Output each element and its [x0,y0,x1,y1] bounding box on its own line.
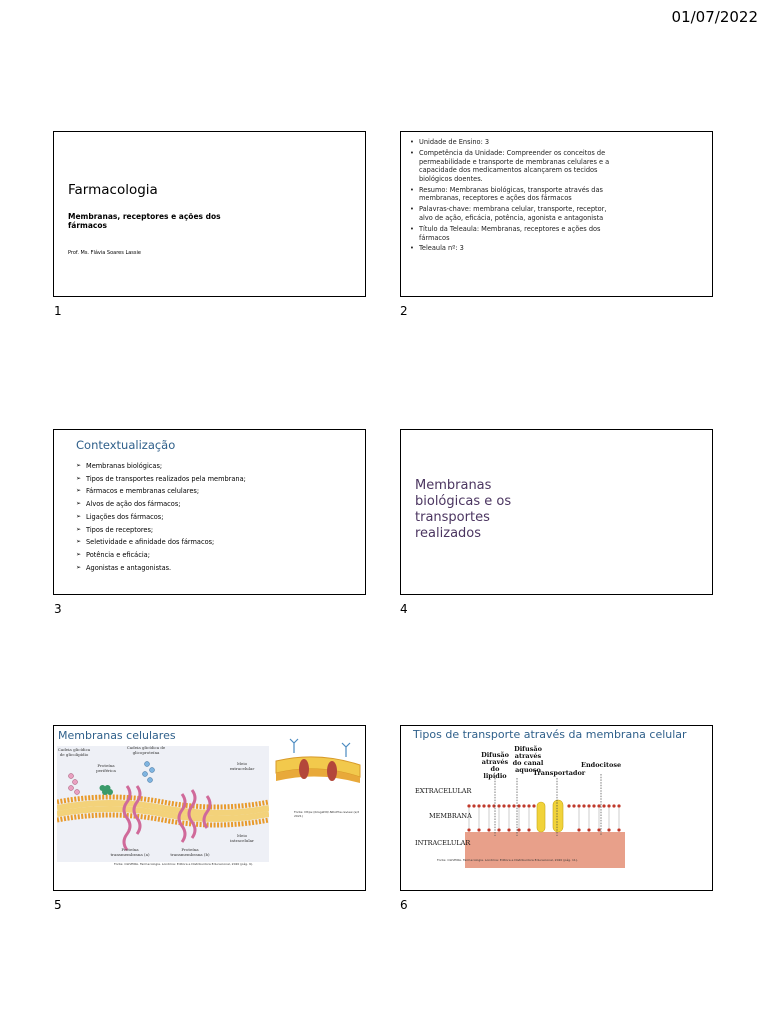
slide-title: Farmacologia [68,182,158,198]
list-item: ➢ Tipos de receptores; [76,524,246,537]
figure-label: EXTRACELULAR [415,787,472,795]
slide-title: Membranas biológicas e os transportes realizados [415,478,512,541]
list-item: ➢ Seletividade e afinidade dos fármacos; [76,536,246,549]
list-item: • Título da Teleaula: Membranas, receptores e ações dos fármacos [407,225,622,242]
glycolipid-chain [69,774,80,795]
figure-label: Difusão através do lipídio [481,751,509,780]
glycoprotein-chain [143,762,155,783]
topic-list [76,460,246,574]
figure-label: Proteína periférica [96,763,116,773]
slide-number: 6 [400,898,408,912]
peripheral-protein [100,785,114,795]
slide-3 [53,429,366,595]
list-item: • Resumo: Membranas biológicas, transporte através das membranas, receptores e ações dos fármacos [407,186,622,203]
list-item: ➢ Ligações dos fármacos; [76,511,246,524]
list-item: ➢ Potência e eficácia; [76,549,246,562]
list-item: • Unidade de Ensino: 3 [407,138,622,147]
slide-number: 3 [54,602,62,616]
slide-number: 1 [54,304,62,318]
list-item: • Palavras-chave: membrana celular, transporte, receptor, alvo de ação, eficácia, potência, agonista e antagonista [407,205,622,222]
transporter-proteins [537,800,563,832]
bullet-list [407,138,622,255]
figure-label: MEMBRANA [429,812,472,820]
figure-label: Cadeia glicídica de glicoproteína [126,745,166,755]
list-item: ➢ Fármacos e membranas celulares; [76,485,246,498]
slide-subtitle: Membranas, receptores e ações dos fármacos [68,212,221,230]
document-date: 01/07/2022 [671,8,758,26]
slide-author: Prof. Ms. Flávia Soares Lassie [68,250,141,256]
membrane-3d-illustration [274,731,362,809]
figure-label: Difusão através do canal aquoso [512,745,544,774]
figure-label: Meio intracelular [230,833,254,843]
transport-figure [415,744,627,868]
figure-source: Fonte: OLIVEIRA. Farmacologia. Londrina: Editora e Distribuidora Educacional, 2020 (pág. 11). [437,858,578,862]
list-item: • Teleaula nº: 3 [407,244,622,253]
slide-title: Contextualização [76,438,176,452]
figure-label: Proteína transmembrana (b) [170,847,210,857]
figure-label: Meio extracelular [229,761,255,771]
list-item: ➢ Agonistas e antagonistas. [76,562,246,575]
list-item: • Competência da Unidade: Compreender os conceitos de permeabilidade e transporte de membranas celulares e a capacidade dos medicamentos alcançarem os tecidos biológicos doentes. [407,149,622,183]
slide-number: 4 [400,602,408,616]
slide-5 [53,725,366,891]
slide-title: Tipos de transporte através da membrana celular [413,728,687,741]
slide-2 [400,131,713,297]
slide-4 [400,429,713,595]
list-item: ➢ Alvos de ação dos fármacos; [76,498,246,511]
slide-number: 2 [400,304,408,318]
figure-label: Cadeia glicídica de glicolipídio [57,747,91,757]
slide-number: 5 [54,898,62,912]
list-item: ➢ Membranas biológicas; [76,460,246,473]
figure-label: Proteína transmembrana (a) [110,847,150,857]
slide-1 [53,131,366,297]
membrane-figure [57,746,269,862]
figure-label: Endocitose [581,761,622,769]
slide-6 [400,725,713,891]
figure-source: Fonte: OLIVEIRA. Farmacologia. Londrina: Editora e Distribuidora Educacional, 2020 (pág. 9). [114,862,254,866]
list-item: ➢ Tipos de transportes realizados pela membrana; [76,473,246,486]
figure-label: Transportador [533,769,586,777]
figure-source: Fonte: https://blogattit/.NDoPhe.review (s/d 2021) [294,810,360,818]
figure-label: INTRACELULAR [415,839,471,847]
slide-title: Membranas celulares [58,729,176,742]
lipid-bilayer [57,797,269,825]
